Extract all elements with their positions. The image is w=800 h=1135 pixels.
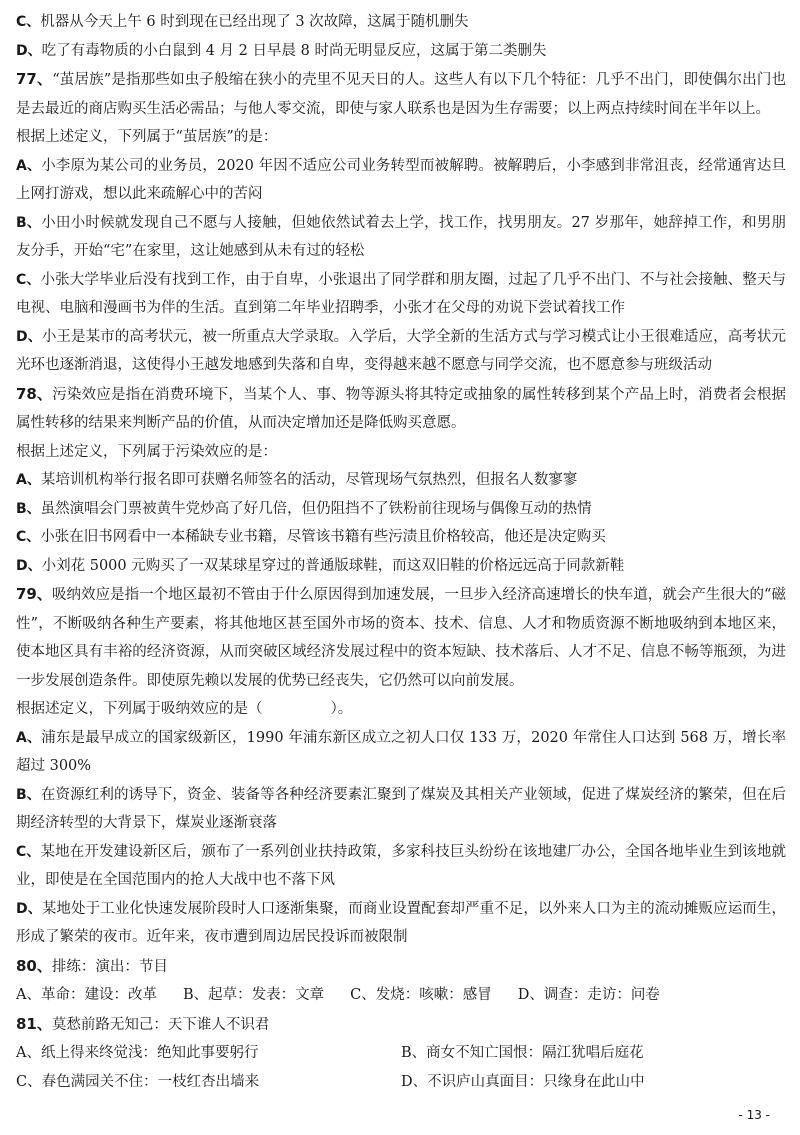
q81-option-d: D、不识庐山真面目：只缘身在此山中 xyxy=(401,1073,645,1090)
q81-options-row2 xyxy=(16,1068,786,1097)
q77-option-a: A、小李原为某公司的业务员，2020 年因不适应公司业务转型而被解聘。被解聘后，小李感到非常沮丧，经常通宵达旦上网打游戏，想以此来疏解心中的苦闷 xyxy=(16,157,786,202)
page-number: - 13 - xyxy=(738,1108,770,1122)
q81-stem: 81、莫愁前路无知己：天下谁人不识君 xyxy=(16,1014,270,1033)
q81-option-a: A、纸上得来终觉浅：绝知此事要躬行 xyxy=(16,1045,259,1061)
q79-option-a: A、浦东是最早成立的国家级新区，1990 年浦东新区成立之初人口仅 133 万，2020 年常住人口达到 568 万，增长率超过 300% xyxy=(16,729,786,774)
q79-option-b: B、在资源红利的诱导下，资金、装备等各种经济要素汇聚到了煤炭及其相关产业领域，促进了煤炭经济的繁荣，但在后期经济转型的大背景下，煤炭业逐渐衰落 xyxy=(16,786,787,831)
q81-options-row1 xyxy=(16,1039,786,1068)
q77-stem: 77、“茧居族”是指那些如虫子般缩在狭小的壳里不见天日的人。这些人有以下几个特征：几乎不出门，即使偶尔出门也是去最近的商店购买生活必需品；与他人零交流，即使与家人联系也是因为生存需要；以上两点持续时间在半年以上。 xyxy=(16,70,786,117)
q78-stem: 78、污染效应是指在消费环境下，当某个人、事、物等源头将其特定或抽象的属性转移到某个产品上时，消费者会根据属性转移的结果来判断产品的价值，从而决定增加还是降低购买意愿。 xyxy=(16,384,786,431)
q78-option-a: A、某培训机构举行报名即可获赠名师签名的活动，尽管现场气氛热烈，但报名人数寥寥 xyxy=(16,472,578,488)
q78-option-b: B、虽然演唱会门票被黄牛党炒高了好几倍，但仍阻挡不了铁粉前往现场与偶像互动的热情 xyxy=(16,500,592,517)
q77-option-b: B、小田小时候就发现自己不愿与人接触，但她依然试着去上学，找工作，找男朋友。27 岁那年，她辞掉工作，和男朋友分手，开始“宅”在家里，这让她感到从未有过的轻松 xyxy=(16,214,787,259)
q78-prompt: 根据上述定义，下列属于污染效应的是： xyxy=(16,443,277,460)
q80-option-a: A、革命：建设：改革 xyxy=(16,987,157,1003)
q81-option-b: B、商女不知亡国恨：隔江犹唱后庭花 xyxy=(401,1045,644,1061)
q78-option-d: D、小刘花 5000 元购买了一双某球星穿过的普通版球鞋，而这双旧鞋的价格远远高于同款新鞋 xyxy=(16,557,625,574)
q80-option-c: C、发烧：咳嗽：感冒 xyxy=(350,987,492,1003)
exam-page xyxy=(16,8,786,1096)
q79-prompt: 根据述定义，下列属于吸纳效应的是（ ）。 xyxy=(16,701,353,717)
q80-option-b: B、起草：发表：文章 xyxy=(182,987,325,1003)
q81-option-c: C、春色满园关不住：一枝红杏出墙来 xyxy=(16,1073,260,1090)
q79-stem: 79、吸纳效应是指一个地区最初不管由于什么原因得到加速发展，一旦步入经济高速增长的快车道，就会产生很大的“磁性”，不断吸纳各种生产要素，将其他地区甚至国外市场的资本、技术、信息、人才和物质资源不断地吸纳到本地区来，使本地区具有丰裕的经济资源，从而突破区域经济发展过程中的资本短缺、技术落后、人才不足、信息不畅等瓶颈，为进一步发展创造条件。即使原先赖以发展的优势已经丧失，它仍然可以向前发展。 xyxy=(16,585,786,689)
q80-options xyxy=(16,981,786,1010)
q76-option-d: D、吃了有毒物质的小白鼠到 4 月 2 日早晨 8 时尚无明显反应，这属于第二类删失 xyxy=(16,42,547,59)
q78-option-c: C、小张在旧书网看中一本稀缺专业书籍，尽管该书籍有些污渍且价格较高，他还是决定购买 xyxy=(16,529,606,545)
q79-option-c: C、某地在开发建设新区后，颁布了一系列创业扶持政策，多家科技巨头纷纷在该地建厂办公，全国各地毕业生到该地就业，即使是在全国范围内的抢人大战中也不落下风 xyxy=(16,843,786,888)
q79-option-d: D、某地处于工业化快速发展阶段时人口逐渐集聚，而商业设置配套却严重不足，以外来人口为主的流动摊贩应运而生，形成了繁荣的夜市。近年来，夜市遭到周边居民投诉而被限制 xyxy=(16,900,786,945)
q76-option-c: C、机器从今天上午 6 时到现在已经出现了 3 次故障，这属于随机删失 xyxy=(16,14,469,30)
q77-option-c: C、小张大学毕业后没有找到工作，由于自卑，小张退出了同学群和朋友圈，过起了几乎不出门、不与社会接触、整天与电视、电脑和漫画书为伴的生活。直到第二年毕业招聘季，小张才在父母的劝说下尝试着找工作 xyxy=(16,271,786,316)
q77-prompt: 根据上述定义，下列属于“茧居族”的是： xyxy=(16,129,278,145)
q80-option-d: D、调查：走访：问卷 xyxy=(517,987,660,1003)
q80-stem: 80、排练：演出：节目 xyxy=(16,956,168,975)
q77-option-d: D、小王是某市的高考状元，被一所重点大学录取。入学后，大学全新的生活方式与学习模式让小王很难适应，高考状元光环也逐渐消退，这使得小王越发地感到失落和自卑，变得越来越不愿意与同学交流，也不愿意参与班级活动 xyxy=(16,328,786,373)
